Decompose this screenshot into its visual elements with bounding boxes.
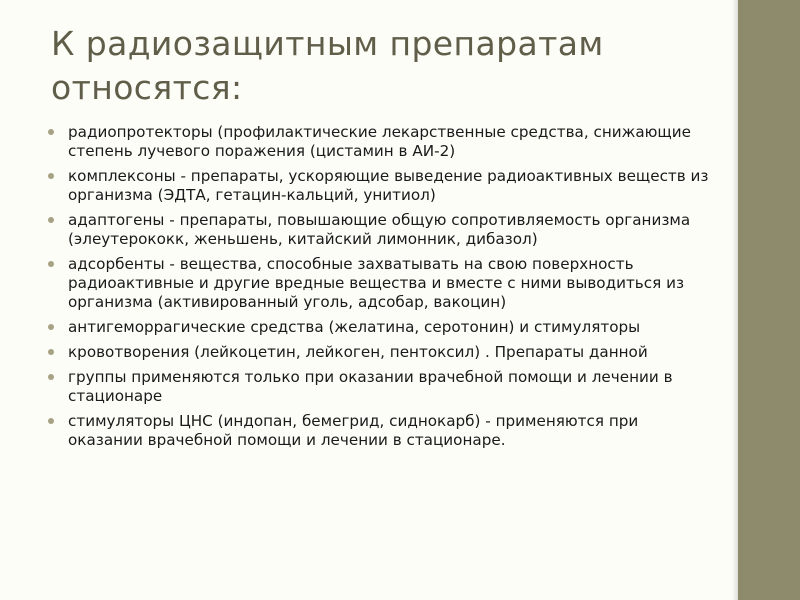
bullet-text: комплексоны - препараты, ускоряющие выведение радиоактивных веществ из организма (ЭДТА, гетацин-кальций, унитиол) <box>68 167 709 204</box>
bullet-text: адсорбенты - вещества, способные захватывать на свою поверхность радиоактивные и другие вредные вещества и вместе с ними выводиться из организма (активированный уголь, адсобар, вакоцин) <box>68 255 685 311</box>
bullet-text: кровотворения (лейкоцетин, лейкоген, пентоксил) . Препараты данной <box>68 343 648 361</box>
bullet-item-radioprotectors <box>48 123 716 161</box>
bullet-dot-icon <box>48 374 54 380</box>
bullet-list <box>48 123 716 456</box>
bullet-dot-icon <box>48 349 54 355</box>
bullet-text: стимуляторы ЦНС (индопан, бемегрид, сиднокарб) - применяются при оказании врачебной помощи и лечении в стационаре. <box>68 412 639 449</box>
bullet-text: антигеморрагические средства (желатина, серотонин) и стимуляторы <box>68 318 641 336</box>
bullet-item-cns-stimulants <box>48 412 716 450</box>
bullet-text: адаптогены - препараты, повышающие общую сопротивляемость организма (элеутерококк, женьшень, китайский лимонник, дибазол) <box>68 211 691 248</box>
bullet-dot-icon <box>48 261 54 267</box>
bullet-item-adaptogens <box>48 211 716 249</box>
bullet-dot-icon <box>48 418 54 424</box>
bullet-dot-icon <box>48 217 54 223</box>
bullet-text: радиопротекторы (профилактические лекарственные средства, снижающие степень лучевого поражения (цистамин в АИ-2) <box>68 123 691 160</box>
bullet-dot-icon <box>48 173 54 179</box>
bullet-item-group-usage <box>48 368 716 406</box>
side-stripe <box>738 0 800 600</box>
slide-title: К радиозащитным препаратам относятся: <box>51 24 604 107</box>
side-stripe-shadow <box>732 0 738 600</box>
bullet-dot-icon <box>48 324 54 330</box>
bullet-item-hematopoiesis <box>48 343 716 362</box>
bullet-item-antihemorrhagic <box>48 318 716 337</box>
bullet-item-adsorbents <box>48 255 716 312</box>
bullet-text: группы применяются только при оказании врачебной помощи и лечении в стационаре <box>68 368 673 405</box>
bullet-item-complexones <box>48 167 716 205</box>
bullet-dot-icon <box>48 129 54 135</box>
